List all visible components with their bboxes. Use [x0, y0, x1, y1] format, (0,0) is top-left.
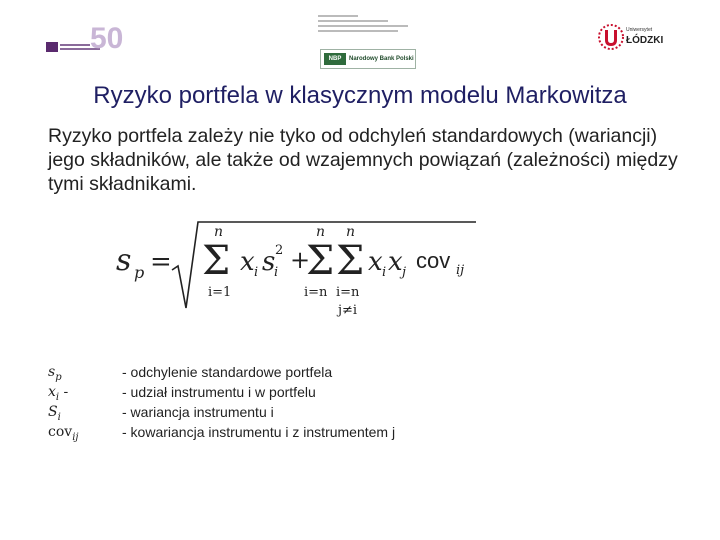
term-x-1-sub: i — [254, 265, 259, 280]
university-city: ŁÓDZKI — [626, 35, 664, 46]
formula-lhs: s — [116, 243, 132, 278]
legend-symbol-main: x — [48, 384, 56, 400]
term-x-3: x — [388, 247, 403, 277]
term-s-sup: 2 — [275, 243, 284, 258]
legend-description: - udział instrumentu i w portfelu — [122, 384, 316, 400]
term-x-2: x — [368, 247, 383, 277]
legend-symbol-main: S — [48, 404, 58, 420]
university-logo — [598, 20, 708, 54]
portfolio-risk-formula — [110, 218, 480, 328]
nbp-bank-name: Narodowy Bank Polski — [349, 56, 414, 62]
logo-mark-square — [46, 42, 58, 52]
legend-description: - odchylenie standardowe portfela — [122, 364, 333, 380]
term-cov-sub: ij — [456, 263, 465, 278]
legend-symbol-sub: ij — [72, 431, 79, 443]
anniversary-number: 50 — [90, 22, 124, 55]
formula-plus: + — [290, 246, 311, 274]
university-word: Uniwersytet — [626, 27, 653, 33]
formula-equals: = — [150, 247, 172, 277]
sigma-1-upper: n — [214, 224, 224, 240]
university-emblem-icon — [598, 22, 624, 52]
term-s: s — [262, 247, 276, 277]
sigma-3-lower: i=n — [336, 285, 360, 300]
sigma-2-upper: n — [316, 224, 326, 240]
legend-symbol-main: s — [48, 364, 56, 380]
sigma-3-condition: j≠i — [338, 303, 358, 318]
legend-description: - wariancja instrumentu i — [122, 404, 274, 420]
sigma-3: Σ — [336, 238, 365, 284]
formula-lhs-sub: p — [134, 263, 145, 282]
legend-symbol-sub: i — [57, 411, 61, 423]
legend-description: - kowariancja instrumentu i z instrumentem j — [122, 424, 396, 440]
term-x-2-sub: i — [382, 265, 387, 280]
sigma-3-upper: n — [346, 224, 356, 240]
nbp-badge — [320, 49, 416, 69]
sigma-1: Σ — [202, 238, 231, 284]
anniversary-logo — [44, 18, 134, 56]
legend-symbol-sub: p — [55, 371, 62, 383]
nbp-logo — [318, 12, 416, 60]
nbp-caption-lines — [318, 12, 416, 36]
intro-paragraph: Ryzyko portfela zależy nie tyko od odchyleń standardowych (wariancji) jego składników, ale także od wzajemnych powiązań (zależności) między tymi składnikami. — [48, 125, 678, 195]
legend-symbol-main: cov — [48, 424, 73, 440]
sigma-2: Σ — [306, 238, 335, 284]
sigma-2-lower: i=n — [304, 285, 328, 300]
sigma-1-lower: i=1 — [208, 285, 232, 300]
slide-title: Ryzyko portfela w klasycznym modelu Markowitza — [93, 82, 627, 109]
legend-symbol — [48, 422, 79, 448]
term-x-1: x — [240, 247, 255, 277]
legend-symbol-suffix: - — [59, 384, 69, 400]
term-cov: cov — [416, 248, 451, 273]
term-s-sub: i — [274, 265, 279, 280]
term-x-3-sub: j — [402, 265, 407, 280]
legend-symbol-sub: i — [55, 391, 60, 403]
nbp-mark: NBP — [324, 53, 346, 65]
